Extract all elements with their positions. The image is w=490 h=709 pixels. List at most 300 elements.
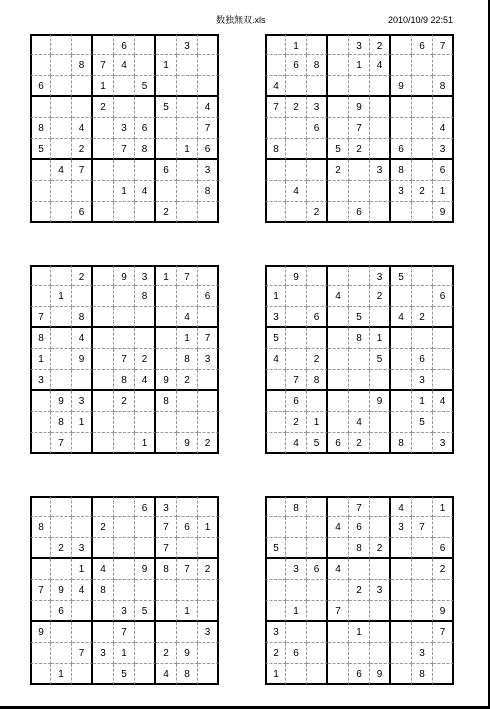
sudoku-cell[interactable] (135, 328, 156, 349)
sudoku-cell[interactable]: 4 (286, 181, 307, 202)
sudoku-cell[interactable] (328, 202, 349, 223)
sudoku-cell[interactable]: 1 (51, 664, 72, 685)
sudoku-cell[interactable] (412, 286, 433, 307)
sudoku-cell[interactable] (370, 412, 391, 433)
sudoku-cell[interactable] (198, 664, 219, 685)
sudoku-cell[interactable]: 7 (265, 97, 286, 118)
sudoku-cell[interactable] (286, 664, 307, 685)
sudoku-cell[interactable]: 1 (135, 433, 156, 454)
sudoku-cell[interactable] (391, 601, 412, 622)
sudoku-cell[interactable]: 2 (370, 34, 391, 55)
sudoku-cell[interactable]: 5 (265, 538, 286, 559)
sudoku-cell[interactable] (307, 265, 328, 286)
sudoku-cell[interactable]: 3 (72, 538, 93, 559)
sudoku-cell[interactable]: 1 (349, 622, 370, 643)
sudoku-cell[interactable] (286, 76, 307, 97)
sudoku-cell[interactable]: 2 (198, 433, 219, 454)
sudoku-cell[interactable] (51, 307, 72, 328)
sudoku-cell[interactable]: 6 (198, 139, 219, 160)
sudoku-cell[interactable] (177, 496, 198, 517)
sudoku-cell[interactable]: 4 (135, 370, 156, 391)
sudoku-cell[interactable]: 3 (370, 160, 391, 181)
sudoku-cell[interactable]: 1 (265, 664, 286, 685)
sudoku-cell[interactable]: 1 (177, 328, 198, 349)
sudoku-cell[interactable] (370, 307, 391, 328)
sudoku-cell[interactable] (93, 664, 114, 685)
sudoku-cell[interactable] (391, 538, 412, 559)
sudoku-cell[interactable]: 7 (114, 622, 135, 643)
sudoku-cell[interactable] (307, 580, 328, 601)
sudoku-cell[interactable]: 1 (51, 286, 72, 307)
sudoku-cell[interactable] (307, 643, 328, 664)
sudoku-cell[interactable] (30, 160, 51, 181)
sudoku-cell[interactable] (177, 286, 198, 307)
sudoku-cell[interactable]: 7 (177, 265, 198, 286)
sudoku-cell[interactable] (307, 622, 328, 643)
sudoku-cell[interactable] (114, 538, 135, 559)
sudoku-cell[interactable] (349, 160, 370, 181)
sudoku-cell[interactable] (391, 664, 412, 685)
sudoku-cell[interactable]: 4 (433, 118, 454, 139)
sudoku-cell[interactable] (328, 307, 349, 328)
sudoku-cell[interactable]: 7 (72, 160, 93, 181)
sudoku-cell[interactable] (135, 622, 156, 643)
sudoku-cell[interactable]: 3 (93, 643, 114, 664)
sudoku-cell[interactable] (307, 286, 328, 307)
sudoku-cell[interactable] (51, 181, 72, 202)
sudoku-cell[interactable]: 9 (433, 601, 454, 622)
sudoku-cell[interactable]: 4 (156, 664, 177, 685)
sudoku-cell[interactable]: 8 (265, 139, 286, 160)
sudoku-cell[interactable]: 2 (135, 349, 156, 370)
sudoku-cell[interactable] (135, 664, 156, 685)
sudoku-cell[interactable]: 3 (198, 160, 219, 181)
sudoku-cell[interactable] (51, 559, 72, 580)
sudoku-cell[interactable]: 2 (349, 433, 370, 454)
sudoku-cell[interactable]: 8 (30, 517, 51, 538)
sudoku-cell[interactable] (93, 538, 114, 559)
sudoku-cell[interactable]: 7 (286, 370, 307, 391)
sudoku-cell[interactable] (198, 307, 219, 328)
sudoku-cell[interactable]: 7 (412, 517, 433, 538)
sudoku-cell[interactable]: 4 (328, 286, 349, 307)
sudoku-cell[interactable] (265, 265, 286, 286)
sudoku-cell[interactable]: 8 (433, 76, 454, 97)
sudoku-cell[interactable] (177, 580, 198, 601)
sudoku-cell[interactable] (412, 328, 433, 349)
sudoku-cell[interactable]: 2 (72, 139, 93, 160)
sudoku-cell[interactable] (433, 517, 454, 538)
sudoku-cell[interactable] (93, 496, 114, 517)
sudoku-cell[interactable]: 8 (307, 370, 328, 391)
sudoku-cell[interactable] (114, 307, 135, 328)
sudoku-cell[interactable] (135, 97, 156, 118)
sudoku-cell[interactable] (72, 433, 93, 454)
sudoku-cell[interactable] (135, 160, 156, 181)
sudoku-cell[interactable]: 4 (72, 328, 93, 349)
sudoku-cell[interactable] (265, 34, 286, 55)
sudoku-cell[interactable]: 8 (198, 181, 219, 202)
sudoku-cell[interactable] (286, 160, 307, 181)
sudoku-cell[interactable]: 9 (370, 664, 391, 685)
sudoku-cell[interactable] (198, 643, 219, 664)
sudoku-cell[interactable] (391, 97, 412, 118)
sudoku-cell[interactable]: 8 (72, 307, 93, 328)
sudoku-cell[interactable] (433, 328, 454, 349)
sudoku-cell[interactable] (412, 601, 433, 622)
sudoku-cell[interactable] (433, 97, 454, 118)
sudoku-cell[interactable] (286, 538, 307, 559)
sudoku-cell[interactable] (391, 118, 412, 139)
sudoku-cell[interactable]: 6 (177, 517, 198, 538)
sudoku-cell[interactable]: 2 (349, 580, 370, 601)
sudoku-cell[interactable] (51, 97, 72, 118)
sudoku-cell[interactable]: 7 (30, 580, 51, 601)
sudoku-cell[interactable]: 8 (30, 118, 51, 139)
sudoku-cell[interactable]: 2 (286, 97, 307, 118)
sudoku-cell[interactable] (265, 517, 286, 538)
sudoku-cell[interactable]: 7 (51, 433, 72, 454)
sudoku-cell[interactable]: 3 (114, 118, 135, 139)
sudoku-cell[interactable] (328, 496, 349, 517)
sudoku-cell[interactable] (391, 622, 412, 643)
sudoku-cell[interactable]: 8 (177, 349, 198, 370)
sudoku-cell[interactable] (328, 349, 349, 370)
sudoku-cell[interactable]: 8 (156, 391, 177, 412)
sudoku-cell[interactable] (198, 538, 219, 559)
sudoku-cell[interactable] (412, 76, 433, 97)
sudoku-cell[interactable]: 4 (135, 181, 156, 202)
sudoku-cell[interactable]: 2 (286, 412, 307, 433)
sudoku-cell[interactable]: 2 (412, 181, 433, 202)
sudoku-cell[interactable] (156, 181, 177, 202)
sudoku-cell[interactable] (286, 328, 307, 349)
sudoku-cell[interactable] (135, 643, 156, 664)
sudoku-cell[interactable] (328, 181, 349, 202)
sudoku-cell[interactable]: 5 (370, 349, 391, 370)
sudoku-cell[interactable]: 7 (114, 349, 135, 370)
sudoku-cell[interactable]: 1 (412, 391, 433, 412)
sudoku-cell[interactable]: 6 (391, 139, 412, 160)
sudoku-cell[interactable] (198, 55, 219, 76)
sudoku-cell[interactable] (51, 517, 72, 538)
sudoku-cell[interactable] (156, 139, 177, 160)
sudoku-cell[interactable]: 3 (198, 622, 219, 643)
sudoku-cell[interactable] (51, 622, 72, 643)
sudoku-cell[interactable] (370, 601, 391, 622)
sudoku-cell[interactable]: 9 (114, 265, 135, 286)
sudoku-cell[interactable]: 3 (135, 265, 156, 286)
sudoku-cell[interactable] (412, 559, 433, 580)
sudoku-cell[interactable]: 6 (156, 160, 177, 181)
sudoku-cell[interactable] (93, 202, 114, 223)
sudoku-cell[interactable] (412, 202, 433, 223)
sudoku-cell[interactable] (51, 76, 72, 97)
sudoku-cell[interactable] (93, 391, 114, 412)
sudoku-cell[interactable] (307, 538, 328, 559)
sudoku-cell[interactable]: 2 (370, 286, 391, 307)
sudoku-cell[interactable]: 7 (114, 139, 135, 160)
sudoku-cell[interactable] (265, 580, 286, 601)
sudoku-cell[interactable]: 9 (72, 349, 93, 370)
sudoku-cell[interactable] (286, 118, 307, 139)
sudoku-cell[interactable] (391, 55, 412, 76)
sudoku-cell[interactable]: 1 (286, 34, 307, 55)
sudoku-cell[interactable] (370, 97, 391, 118)
sudoku-cell[interactable]: 6 (433, 286, 454, 307)
sudoku-cell[interactable] (72, 622, 93, 643)
sudoku-cell[interactable]: 1 (307, 412, 328, 433)
sudoku-cell[interactable] (265, 181, 286, 202)
sudoku-cell[interactable] (328, 76, 349, 97)
sudoku-cell[interactable]: 9 (391, 76, 412, 97)
sudoku-cell[interactable]: 3 (391, 517, 412, 538)
sudoku-cell[interactable] (265, 118, 286, 139)
sudoku-cell[interactable]: 3 (349, 34, 370, 55)
sudoku-cell[interactable] (433, 664, 454, 685)
sudoku-cell[interactable] (328, 538, 349, 559)
sudoku-cell[interactable] (349, 391, 370, 412)
sudoku-cell[interactable] (370, 202, 391, 223)
sudoku-cell[interactable]: 3 (433, 433, 454, 454)
sudoku-cell[interactable]: 9 (177, 433, 198, 454)
sudoku-cell[interactable] (51, 265, 72, 286)
sudoku-cell[interactable]: 9 (156, 370, 177, 391)
sudoku-cell[interactable]: 4 (51, 160, 72, 181)
sudoku-cell[interactable]: 1 (370, 328, 391, 349)
sudoku-cell[interactable]: 6 (433, 160, 454, 181)
sudoku-cell[interactable] (135, 202, 156, 223)
sudoku-cell[interactable]: 3 (30, 370, 51, 391)
sudoku-cell[interactable] (370, 496, 391, 517)
sudoku-cell[interactable] (265, 370, 286, 391)
sudoku-cell[interactable]: 8 (30, 328, 51, 349)
sudoku-cell[interactable] (135, 580, 156, 601)
sudoku-cell[interactable]: 2 (72, 265, 93, 286)
sudoku-cell[interactable]: 3 (265, 307, 286, 328)
sudoku-cell[interactable]: 3 (286, 559, 307, 580)
sudoku-cell[interactable]: 4 (72, 580, 93, 601)
sudoku-cell[interactable]: 1 (198, 517, 219, 538)
sudoku-cell[interactable]: 6 (412, 34, 433, 55)
sudoku-cell[interactable] (72, 181, 93, 202)
sudoku-cell[interactable] (286, 202, 307, 223)
sudoku-cell[interactable] (412, 97, 433, 118)
sudoku-cell[interactable]: 7 (349, 496, 370, 517)
sudoku-cell[interactable] (93, 349, 114, 370)
sudoku-cell[interactable]: 3 (412, 370, 433, 391)
sudoku-cell[interactable]: 4 (433, 391, 454, 412)
sudoku-cell[interactable] (30, 97, 51, 118)
sudoku-cell[interactable] (30, 559, 51, 580)
sudoku-cell[interactable] (30, 643, 51, 664)
sudoku-cell[interactable] (328, 97, 349, 118)
sudoku-cell[interactable] (307, 496, 328, 517)
sudoku-cell[interactable] (30, 34, 51, 55)
sudoku-cell[interactable] (93, 307, 114, 328)
sudoku-cell[interactable]: 4 (391, 307, 412, 328)
sudoku-cell[interactable] (177, 76, 198, 97)
sudoku-cell[interactable] (307, 181, 328, 202)
sudoku-cell[interactable] (412, 118, 433, 139)
sudoku-cell[interactable]: 4 (93, 559, 114, 580)
sudoku-cell[interactable]: 7 (328, 601, 349, 622)
sudoku-cell[interactable]: 1 (72, 412, 93, 433)
sudoku-cell[interactable]: 6 (307, 559, 328, 580)
sudoku-cell[interactable] (412, 433, 433, 454)
sudoku-cell[interactable] (328, 265, 349, 286)
sudoku-cell[interactable] (93, 181, 114, 202)
sudoku-cell[interactable] (307, 517, 328, 538)
sudoku-cell[interactable] (328, 412, 349, 433)
sudoku-cell[interactable]: 8 (114, 370, 135, 391)
sudoku-cell[interactable]: 5 (391, 265, 412, 286)
sudoku-cell[interactable]: 6 (307, 307, 328, 328)
sudoku-cell[interactable]: 2 (349, 139, 370, 160)
sudoku-cell[interactable] (412, 139, 433, 160)
sudoku-cell[interactable] (198, 76, 219, 97)
sudoku-cell[interactable]: 9 (51, 391, 72, 412)
sudoku-cell[interactable]: 7 (349, 118, 370, 139)
sudoku-cell[interactable] (51, 202, 72, 223)
sudoku-cell[interactable]: 4 (198, 97, 219, 118)
sudoku-cell[interactable]: 2 (93, 517, 114, 538)
sudoku-cell[interactable] (412, 622, 433, 643)
sudoku-cell[interactable]: 4 (391, 496, 412, 517)
sudoku-cell[interactable] (177, 391, 198, 412)
sudoku-cell[interactable] (93, 328, 114, 349)
sudoku-cell[interactable]: 6 (286, 643, 307, 664)
sudoku-cell[interactable]: 1 (265, 286, 286, 307)
sudoku-cell[interactable] (349, 559, 370, 580)
sudoku-cell[interactable] (93, 160, 114, 181)
sudoku-cell[interactable] (349, 76, 370, 97)
sudoku-cell[interactable]: 2 (156, 643, 177, 664)
sudoku-cell[interactable] (198, 601, 219, 622)
sudoku-cell[interactable] (328, 391, 349, 412)
sudoku-cell[interactable] (135, 538, 156, 559)
sudoku-cell[interactable]: 2 (156, 202, 177, 223)
sudoku-cell[interactable] (198, 496, 219, 517)
sudoku-cell[interactable] (349, 370, 370, 391)
sudoku-cell[interactable] (30, 55, 51, 76)
sudoku-cell[interactable] (177, 412, 198, 433)
sudoku-cell[interactable] (72, 34, 93, 55)
sudoku-cell[interactable] (391, 580, 412, 601)
sudoku-cell[interactable] (51, 328, 72, 349)
sudoku-cell[interactable] (93, 286, 114, 307)
sudoku-cell[interactable]: 7 (198, 118, 219, 139)
sudoku-cell[interactable]: 2 (307, 202, 328, 223)
sudoku-cell[interactable] (114, 328, 135, 349)
sudoku-cell[interactable]: 1 (72, 559, 93, 580)
sudoku-cell[interactable] (177, 181, 198, 202)
sudoku-cell[interactable] (198, 202, 219, 223)
sudoku-cell[interactable] (198, 412, 219, 433)
sudoku-cell[interactable] (114, 496, 135, 517)
sudoku-cell[interactable] (51, 496, 72, 517)
sudoku-cell[interactable] (265, 202, 286, 223)
sudoku-cell[interactable] (307, 601, 328, 622)
sudoku-cell[interactable] (51, 643, 72, 664)
sudoku-cell[interactable]: 6 (433, 538, 454, 559)
sudoku-cell[interactable]: 4 (370, 55, 391, 76)
sudoku-cell[interactable] (328, 643, 349, 664)
sudoku-cell[interactable]: 1 (114, 643, 135, 664)
sudoku-cell[interactable]: 6 (349, 517, 370, 538)
sudoku-cell[interactable] (307, 139, 328, 160)
sudoku-cell[interactable]: 1 (114, 181, 135, 202)
sudoku-cell[interactable] (328, 622, 349, 643)
sudoku-cell[interactable] (433, 307, 454, 328)
sudoku-cell[interactable]: 2 (433, 559, 454, 580)
sudoku-cell[interactable]: 9 (349, 97, 370, 118)
sudoku-cell[interactable] (307, 76, 328, 97)
sudoku-cell[interactable] (328, 580, 349, 601)
sudoku-cell[interactable]: 5 (114, 664, 135, 685)
sudoku-cell[interactable] (72, 370, 93, 391)
sudoku-cell[interactable]: 2 (114, 391, 135, 412)
sudoku-cell[interactable]: 8 (307, 55, 328, 76)
sudoku-cell[interactable]: 9 (51, 580, 72, 601)
sudoku-cell[interactable]: 3 (412, 643, 433, 664)
sudoku-cell[interactable]: 4 (265, 76, 286, 97)
sudoku-cell[interactable] (51, 55, 72, 76)
sudoku-cell[interactable] (114, 97, 135, 118)
sudoku-cell[interactable] (328, 328, 349, 349)
sudoku-cell[interactable]: 2 (198, 559, 219, 580)
sudoku-cell[interactable] (114, 286, 135, 307)
sudoku-cell[interactable]: 7 (72, 643, 93, 664)
sudoku-cell[interactable] (198, 370, 219, 391)
sudoku-cell[interactable]: 7 (433, 34, 454, 55)
sudoku-cell[interactable] (286, 286, 307, 307)
sudoku-cell[interactable] (412, 265, 433, 286)
sudoku-cell[interactable]: 8 (135, 286, 156, 307)
sudoku-cell[interactable] (328, 118, 349, 139)
sudoku-cell[interactable]: 5 (328, 139, 349, 160)
sudoku-cell[interactable] (370, 559, 391, 580)
sudoku-cell[interactable] (72, 496, 93, 517)
sudoku-cell[interactable] (412, 496, 433, 517)
sudoku-cell[interactable] (114, 76, 135, 97)
sudoku-cell[interactable]: 8 (286, 496, 307, 517)
sudoku-cell[interactable]: 4 (286, 433, 307, 454)
sudoku-cell[interactable] (177, 118, 198, 139)
sudoku-cell[interactable]: 9 (370, 391, 391, 412)
sudoku-cell[interactable] (433, 265, 454, 286)
sudoku-cell[interactable]: 7 (198, 328, 219, 349)
sudoku-cell[interactable] (93, 139, 114, 160)
sudoku-cell[interactable]: 3 (391, 181, 412, 202)
sudoku-cell[interactable] (286, 139, 307, 160)
sudoku-cell[interactable]: 7 (156, 517, 177, 538)
sudoku-cell[interactable]: 1 (349, 55, 370, 76)
sudoku-cell[interactable] (114, 559, 135, 580)
sudoku-cell[interactable]: 7 (177, 559, 198, 580)
sudoku-cell[interactable]: 6 (114, 34, 135, 55)
sudoku-cell[interactable]: 1 (433, 496, 454, 517)
sudoku-cell[interactable]: 6 (30, 76, 51, 97)
sudoku-cell[interactable] (93, 622, 114, 643)
sudoku-cell[interactable] (265, 559, 286, 580)
sudoku-cell[interactable] (349, 349, 370, 370)
sudoku-cell[interactable]: 6 (349, 202, 370, 223)
sudoku-cell[interactable] (51, 349, 72, 370)
sudoku-cell[interactable] (370, 622, 391, 643)
sudoku-cell[interactable] (156, 34, 177, 55)
sudoku-cell[interactable] (30, 601, 51, 622)
